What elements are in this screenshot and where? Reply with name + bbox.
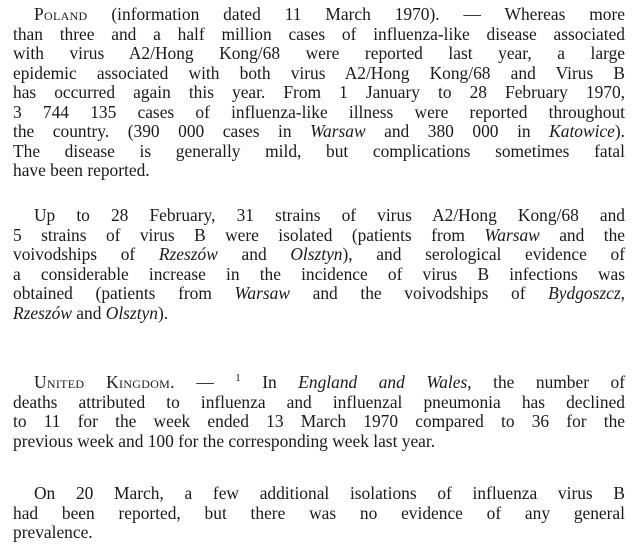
text-line: United Kingdom. — $^1$ In England and Wales, the number of (34, 372, 626, 392)
text-line: 5 strains of virus B were isolated (patients from Warsaw and the (13, 224, 625, 245)
place-name: Warsaw (484, 224, 540, 245)
text-line: epidemic associated with both virus A2/Hong Kong/68 and Virus B (13, 62, 625, 83)
uk-report-paragraph (13, 373, 625, 451)
poland-strains-paragraph (13, 206, 625, 323)
text-line: previous week and 100 for the corresponding week last year. (13, 430, 436, 451)
poland-report-paragraph (13, 5, 625, 181)
text-line: than three and a half million cases of influenza-like disease associated (13, 23, 625, 44)
place-name: Rzeszów (158, 244, 218, 264)
country-heading: Poland (34, 4, 88, 24)
text-line: Rzeszów and Olsztyn). (13, 302, 169, 323)
uk-isolations-paragraph (13, 484, 625, 543)
place-name: Warsaw (310, 121, 366, 141)
text-line: The disease is generally mild, but complications sometimes fatal (13, 140, 625, 161)
text-line: Up to 28 February, 31 strains of virus A2/Hong Kong/68 and (34, 205, 625, 225)
text-line: prevalence. (13, 522, 93, 542)
text-line: deaths attributed to influenza and influenzal pneumonia has declined (13, 391, 625, 412)
text-line: voivodships of Rzeszów and Olsztyn), and serological evidence of (13, 244, 626, 264)
place-name: Olsztyn (105, 302, 158, 323)
text-line: with virus A2/Hong Kong/68 were reported last year, a large (13, 43, 625, 63)
text-line: have been reported. (13, 160, 150, 180)
footnote-marker: 1 (235, 372, 241, 385)
text-line: had been reported, but there was no evidence of any general (13, 502, 625, 523)
place-name: Rzeszów (13, 302, 72, 323)
text-line: 3 744 135 cases of influenza-like illness were reported throughout (13, 101, 625, 122)
text-line: a considerable increase in the incidence of virus B infections was (13, 263, 625, 284)
text-line: Poland (information dated 11 March 1970). — Whereas more (34, 4, 625, 24)
text-line: has occurred again this year. From 1 January to 28 February 1970, (13, 82, 625, 102)
place-name: Bydgoszcz (548, 283, 621, 303)
text-line: obtained (patients from Warsaw and the voivodships of Bydgoszcz, (13, 283, 625, 303)
place-name: Katowice (549, 121, 615, 141)
place-name: Warsaw (234, 283, 290, 303)
place-name: Olsztyn (290, 244, 343, 264)
place-name: England and Wales (298, 372, 468, 392)
text-line: the country. (390 000 cases in Warsaw and 380 000 in Katowice). (13, 121, 625, 141)
country-heading: United Kingdom. (34, 372, 175, 392)
text-line: On 20 March, a few additional isolations of influenza virus B (34, 483, 625, 503)
text-line: to 11 for the week ended 13 March 1970 compared to 36 for the (13, 411, 625, 431)
